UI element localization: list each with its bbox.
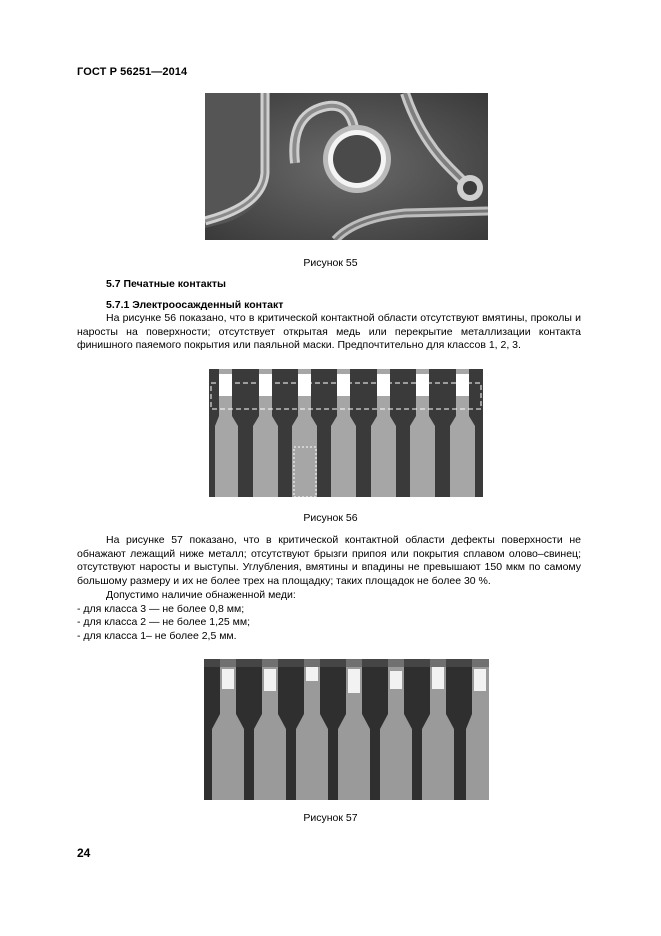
list-item: - для класса 2 — не более 1,25 мм; <box>77 616 250 628</box>
section-heading-5-7: 5.7 Печатные контакты <box>106 278 227 290</box>
figure-57-image <box>204 659 489 800</box>
figure-55-caption: Рисунок 55 <box>303 257 358 269</box>
document-header: ГОСТ Р 56251—2014 <box>77 66 188 78</box>
list-item: - для класса 1– не более 2,5 мм. <box>77 630 237 642</box>
allowed-exposed-copper-text: Допустимо наличие обнаженной меди: <box>106 589 296 601</box>
page-number: 24 <box>77 846 91 860</box>
section-heading-5-7-1: 5.7.1 Электроосажденный контакт <box>106 299 284 311</box>
figure-57-caption: Рисунок 57 <box>303 812 358 824</box>
list-item: - для класса 3 — не более 0,8 мм; <box>77 603 245 615</box>
figure-55-image <box>205 93 488 240</box>
figure-56-caption: Рисунок 56 <box>303 512 358 524</box>
figure-56-image <box>209 369 483 497</box>
paragraph-figure-57: На рисунке 57 показано, что в критической контактной области дефекты поверхности не обнажают лежащий ниже металл; отсутствуют брызги припоя или покрытия сплавом олово–свинец; отсутствуют наросты и выступы. Углубления, вмятины и впадины не превышают 150 мкм по самому большому размеру и их не более трех на площадку; таких площадок не более 30 %. <box>77 534 581 587</box>
paragraph-figure-56: На рисунке 56 показано, что в критической контактной области отсутствуют вмятины, проколы и наросты на поверхности; отсутствует открытая медь или перекрытие металлизации контакта финишного паяемого покрытия или паяльной маски. Предпочтительно для классов 1, 2, 3. <box>77 312 581 352</box>
